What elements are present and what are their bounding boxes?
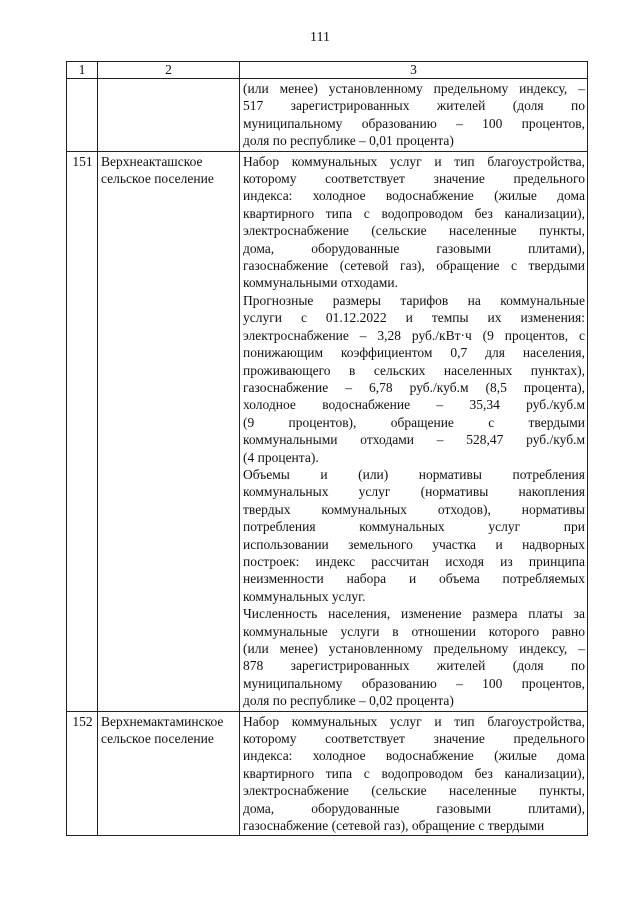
settlement-name (98, 79, 240, 152)
text-line: дома, оборудованные газовыми плитами), (243, 800, 585, 816)
text-line: электроснабжение (сельские населенные пункты, (243, 223, 585, 239)
text-line: услуги с 01.12.2022 и темпы их изменения: (243, 310, 585, 326)
settlement-name (98, 711, 240, 836)
text-line: которому соответствует значение предельного (243, 171, 585, 187)
text-line: газоснабжение (сетевой газ), обращение с твердыми (243, 258, 585, 274)
text-line: газоснабжение – 6,78 руб./куб.м (8,5 процента), (243, 379, 585, 395)
table-row (67, 711, 588, 836)
text-line: Объемы и (или) нормативы потребления (243, 466, 585, 482)
description-cell (240, 151, 588, 711)
text-line: коммунальными отходами. (243, 275, 398, 291)
text-line: электроснабжение (сельские населенные пункты, (243, 783, 585, 799)
text-line: (9 процентов), обращение с твердыми (243, 414, 585, 430)
text-line: (4 процента). (243, 449, 319, 465)
text-line: Численность населения, изменение размера платы за (243, 606, 585, 622)
text-line: Набор коммунальных услуг и тип благоустройства, (243, 713, 585, 729)
text-line: дома, оборудованные газовыми плитами), (243, 240, 585, 256)
text-line: построек: индекс рассчитан исходя из принципа (243, 553, 585, 569)
text-line: (или менее) установленному предельному индексу, – (243, 81, 585, 96)
table-body (67, 79, 588, 836)
text-line: коммунальных услуг (нормативы накопления (243, 484, 585, 500)
settlement-name-line: Верхнемактаминское (101, 713, 224, 729)
text-line: проживающего в сельских населенных пунктах), (243, 362, 585, 378)
text-line: индекса: холодное водоснабжение (жилые дома (243, 748, 585, 764)
text-line: которому соответствует значение предельного (243, 731, 585, 747)
description-paragraph (243, 713, 585, 835)
header-col-2: 2 (98, 62, 240, 79)
text-line: холодное водоснабжение – 35,34 руб./куб.м (243, 397, 585, 413)
row-number: 151 (67, 151, 98, 711)
text-line: неизменности набора и объема потребляемых (243, 571, 585, 587)
text-line: электроснабжение – 3,28 руб./кВт·ч (9 процентов, с (243, 327, 585, 343)
row-number (67, 79, 98, 152)
table-row (67, 79, 588, 152)
header-row (67, 62, 588, 79)
text-line: использовании земельного участка и надворных (243, 536, 585, 552)
description-paragraph (243, 292, 585, 466)
text-line: твердых коммунальных отходов), нормативы (243, 501, 585, 517)
text-line: Прогнозные размеры тарифов на коммунальные (243, 292, 585, 308)
text-line: понижающим коэффициентом 0,7 для населения, (243, 345, 585, 361)
settlement-name-line: сельское поселение (101, 171, 214, 187)
text-line: доля по республике – 0,01 процента) (243, 133, 454, 149)
text-line: газоснабжение (сетевой газ), обращение с твердыми (243, 818, 545, 834)
text-line: индекса: холодное водоснабжение (жилые дома (243, 188, 585, 204)
description-paragraph (243, 605, 585, 709)
description-paragraph (243, 80, 585, 150)
description-paragraph (243, 153, 585, 292)
description-cell (240, 79, 588, 152)
table-row (67, 151, 588, 711)
row-number: 152 (67, 711, 98, 836)
text-line: коммунальными отходами – 528,47 руб./куб.м (243, 432, 585, 448)
text-line: (или менее) установленному предельному индексу, – (243, 641, 585, 656)
page-number: 111 (310, 30, 330, 45)
description-cell (240, 711, 588, 836)
text-line: муниципальному образованию – 100 процентов, (243, 115, 585, 131)
text-line: 517 зарегистрированных жителей (доля по (243, 98, 585, 114)
text-line: доля по республике – 0,02 процента) (243, 693, 454, 709)
text-line: Набор коммунальных услуг и тип благоустройства, (243, 153, 585, 169)
text-line: квартирного типа с водопроводом без канализации), (243, 765, 585, 781)
text-line: муниципальному образованию – 100 процентов, (243, 675, 585, 691)
text-line: потребления коммунальных услуг при (243, 519, 585, 535)
settlement-name (98, 151, 240, 711)
tariff-table (66, 61, 588, 836)
text-line: коммунальные услуги в отношении которого равно (243, 623, 585, 639)
text-line: квартирного типа с водопроводом без канализации), (243, 205, 585, 221)
settlement-name-line: сельское поселение (101, 731, 214, 747)
text-line: коммунальных услуг. (243, 588, 366, 604)
settlement-name-line: Верхнеакташское (101, 153, 203, 169)
description-paragraph (243, 466, 585, 605)
header-col-3: 3 (240, 62, 588, 79)
text-line: 878 зарегистрированных жителей (доля по (243, 658, 585, 674)
header-col-1: 1 (67, 62, 98, 79)
